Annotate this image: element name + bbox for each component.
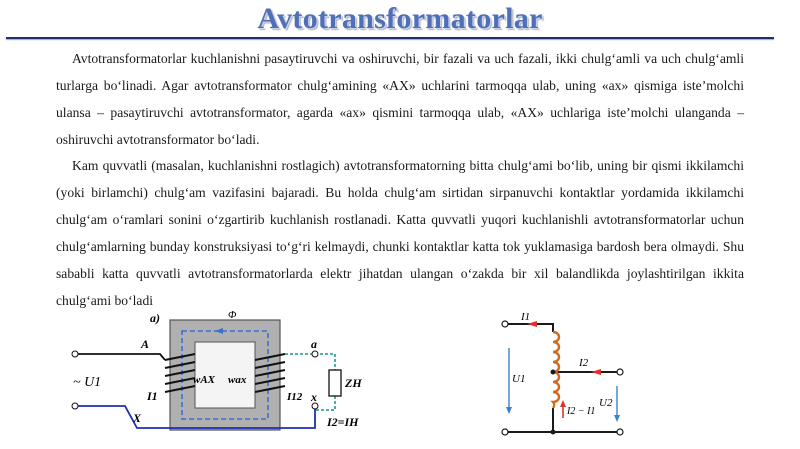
terminal-a xyxy=(312,351,318,357)
terminal-left-top xyxy=(72,351,78,357)
label-X: X xyxy=(133,411,142,425)
label-phi: Φ xyxy=(228,310,237,321)
paragraph-1 xyxy=(56,45,744,153)
autotransformer-diagram xyxy=(65,310,380,442)
paragraph-2-text: Kam quvvatli (masalan, kuchlanishni rostlagich) avtotransformatorning bitta chulg‘ami bo‘lib, uning bir qismi ikkilamchi (yoki birlamchi) chulg‘am vazifasini bajaradi. Bu holda chulg‘am sirtidan sirpanuvchi kontaktlar yordamida ikkilamchi chulg‘am o‘ramlari sonini o‘zgartirib kuchlanish rostlanadi. Katta quvvatli yuqori kuchlanishli avtotransformatorlar uchun chulg‘amlarning bunday konstruksiyasi to‘g‘ri kelmaydi, chunki kontaktlar katta tok yuklamasiga bardosh bera olmaydi. Shu sababli katta quvvatli avtotransformatorlarda elektr jihatdan ulangan o‘zakda bir xil balandlikda joylashtirilgan ikkita chulg‘ami bo‘ladi xyxy=(56,158,744,308)
page-title: Avtotransformatorlar xyxy=(257,2,543,35)
current-arrow-diff-head xyxy=(560,400,566,407)
junction-bottom xyxy=(551,430,556,435)
voltage-arrow-U2-head xyxy=(614,415,620,422)
label-I12: I12 xyxy=(287,391,303,403)
label-I2: I2 xyxy=(579,357,589,369)
junction-top xyxy=(551,370,556,375)
equivalent-circuit-diagram xyxy=(495,310,635,445)
label-U2: U2 xyxy=(599,397,613,409)
label-I1: I1 xyxy=(147,389,158,403)
label-I1: I1 xyxy=(521,311,531,323)
terminal-left-bottom xyxy=(72,403,78,409)
label-U1: ~ U1 xyxy=(73,375,102,390)
label-ZH: ZH xyxy=(345,376,362,390)
label-a: a xyxy=(311,337,317,351)
paragraph-1-text: Avtotransformatorlar kuchlanishni pasaytiruvchi va oshiruvchi, bir fazali va uch fazali, ikki chulg‘amli va uch chulg‘amli turlarga bo‘linadi. Agar avtotransformator chulg‘amining «AX» uchlarini tarmoqqa ulab, uning «ax» qismiga iste’molchi ulansa – pasaytiruvchi avtotransformator, agarda «ax» qismini tarmoqqa ulab, «AX» uchlariga iste’molchi ulanganda – oshiruvchi avtotransformator bo‘ladi. xyxy=(56,51,744,147)
label-I2-minus-I1: I2 − I1 xyxy=(567,406,596,417)
voltage-arrow-U1-head xyxy=(506,407,512,414)
label-U1: U1 xyxy=(512,373,526,385)
label-I2: I2=IH xyxy=(327,415,359,429)
load-impedance xyxy=(329,370,341,396)
label-x: x xyxy=(311,390,317,404)
title-underline xyxy=(6,37,774,39)
label-wax: wax xyxy=(228,374,247,386)
label-a-paren: a) xyxy=(150,311,160,325)
paragraph-2 xyxy=(56,152,744,314)
label-A: A xyxy=(141,337,150,351)
label-wAX: wAX xyxy=(193,374,216,386)
current-arrow-I2 xyxy=(591,369,601,375)
